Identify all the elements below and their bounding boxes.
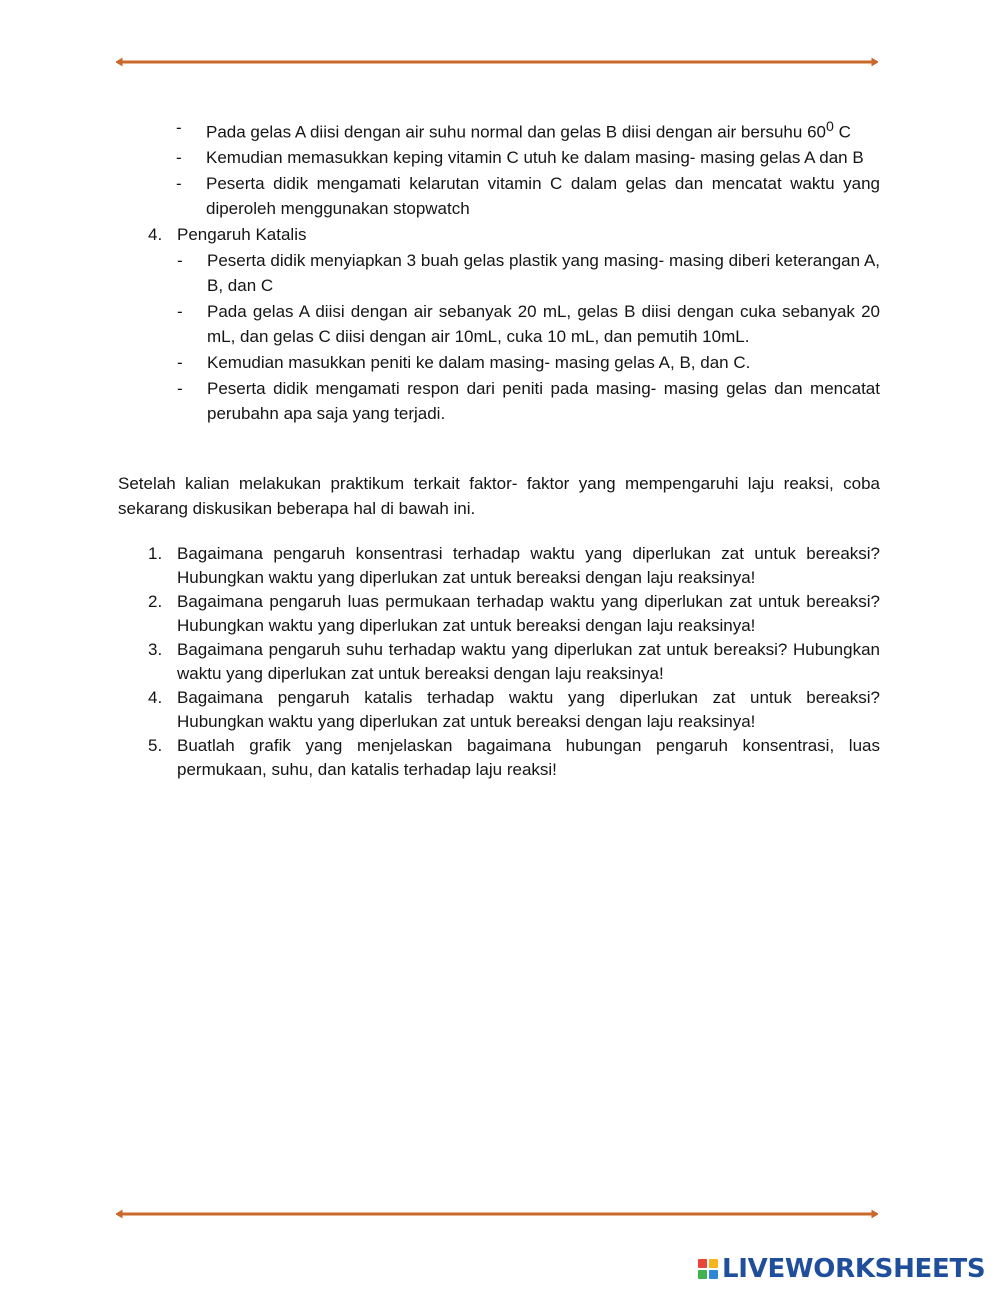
list-item <box>118 145 880 171</box>
top-divider-right-tip <box>872 59 878 66</box>
list-item <box>118 171 880 222</box>
question-item <box>118 686 880 734</box>
dash-marker: - <box>177 378 183 398</box>
dash-marker: - <box>176 148 182 168</box>
liveworksheets-logo-icon <box>698 1259 718 1279</box>
numbered-item <box>118 222 880 427</box>
logo-square-v <box>698 1270 707 1279</box>
question-number: 2. <box>148 591 163 611</box>
list-item <box>177 299 880 350</box>
item-text: Kemudian masukkan peniti ke dalam masing- masing gelas A, B, dan C. <box>207 353 751 372</box>
dash-marker: - <box>177 353 183 372</box>
intro-paragraph: Setelah kalian melakukan praktikum terkait faktor- faktor yang mempengaruhi laju reaksi, coba sekarang diskusikan beberapa hal di bawah ini. <box>118 473 880 519</box>
dash-marker: - <box>176 118 182 137</box>
question-number: 5. <box>148 735 163 755</box>
question-item <box>118 734 880 782</box>
dash-marker: - <box>177 250 183 270</box>
section-body <box>177 222 880 427</box>
list-item <box>177 350 880 376</box>
item-text: Peserta didik mengamati respon dari peniti pada masing- masing gelas dan mencatat perubahn apa saja yang terjadi. <box>207 378 880 424</box>
item-text: Peserta didik mengamati kelarutan vitamin C dalam gelas dan mencatat waktu yang diperoleh menggunakan stopwatch <box>206 173 880 219</box>
top-divider <box>116 57 878 67</box>
item-text: Pada gelas A diisi dengan air sebanyak 20 mL, gelas B diisi dengan cuka sebanyak 20 mL, dan gelas C diisi dengan air 10mL, cuka 10 mL, dan pemutih 10mL. <box>207 301 880 347</box>
item-text: Peserta didik menyiapkan 3 buah gelas plastik yang masing- masing diberi keterangan A, B, dan C <box>207 250 880 296</box>
question-number: 1. <box>148 543 163 563</box>
question-text: Buatlah grafik yang menjelaskan bagaimana hubungan pengaruh konsentrasi, luas permukaan, suhu, dan katalis terhadap laju reaksi! <box>177 735 880 779</box>
bottom-divider <box>116 1209 878 1219</box>
superscript: 0 <box>825 119 834 135</box>
top-divider-left-tip <box>116 59 122 66</box>
item-text: Kemudian memasukkan keping vitamin C utuh ke dalam masing- masing gelas A dan B <box>206 148 864 168</box>
question-text: Bagaimana pengaruh katalis terhadap waktu yang diperlukan zat untuk bereaksi? Hubungkan waktu yang diperlukan zat untuk bereaksi dengan laju reaksinya! <box>177 687 880 731</box>
question-item <box>118 590 880 638</box>
question-text: Bagaimana pengaruh luas permukaan terhadap waktu yang diperlukan zat untuk bereaksi? Hubungkan waktu yang diperlukan zat untuk bereaksi dengan laju reaksinya! <box>177 591 880 635</box>
question-number: 4. <box>148 687 163 707</box>
list-item <box>177 248 880 299</box>
dash-marker: - <box>177 301 183 321</box>
list-item <box>177 376 880 427</box>
question-text: Bagaimana pengaruh konsentrasi terhadap waktu yang diperlukan zat untuk bereaksi? Hubungkan waktu yang diperlukan zat untuk bereaksi dengan laju reaksinya! <box>177 543 880 587</box>
list-item <box>118 115 880 145</box>
logo-square-e <box>709 1270 718 1279</box>
brand-name: LIVEWORKSHEETS <box>722 1254 986 1284</box>
discussion-questions <box>118 542 880 782</box>
logo-square-l <box>698 1259 707 1268</box>
question-item <box>118 542 880 590</box>
continued-steps <box>118 115 880 222</box>
liveworksheets-watermark <box>698 1254 985 1284</box>
bottom-divider-left-tip <box>116 1211 122 1218</box>
bottom-divider-right-tip <box>872 1211 878 1218</box>
question-text: Bagaimana pengaruh suhu terhadap waktu yang diperlukan zat untuk bereaksi? Hubungkan waktu yang diperlukan zat untuk bereaksi dengan laju reaksinya! <box>177 639 880 683</box>
catalyst-steps <box>177 248 880 427</box>
worksheet-content <box>118 115 880 782</box>
question-number: 3. <box>148 639 163 659</box>
item-text: Pada gelas A diisi dengan air suhu normal dan gelas B diisi dengan air bersuhu 60 <box>206 122 826 142</box>
number-marker: 4. <box>148 225 163 245</box>
question-item <box>118 638 880 686</box>
procedure-section-4 <box>118 222 880 427</box>
item-tail: C <box>833 122 851 142</box>
dash-marker: - <box>176 173 182 193</box>
section-title: Pengaruh Katalis <box>177 225 307 245</box>
logo-square-i <box>709 1259 718 1268</box>
